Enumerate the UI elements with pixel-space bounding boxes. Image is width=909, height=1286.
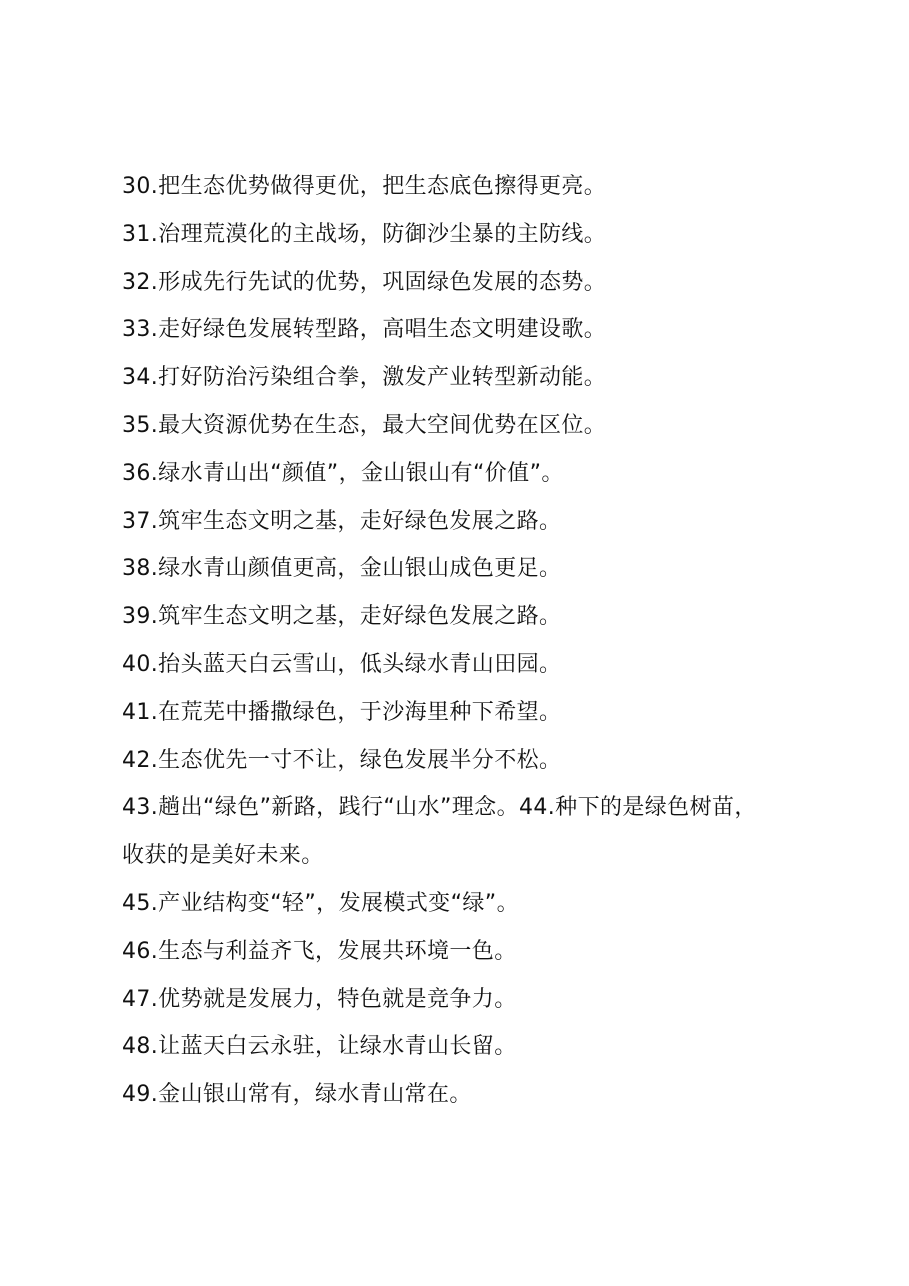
text-line-43-44: 43.趟出“绿色”新路，践行“山水”理念。44.种下的是绿色树苗， [122,795,757,821]
text-line-32: 32.形成先行先试的优势，巩固绿色发展的态势。 [122,269,607,295]
text-line-36: 36.绿水青山出“颜值”，金山银山有“价值”。 [122,460,564,486]
text-line-47: 47.优势就是发展力，特色就是竞争力。 [122,986,517,1012]
text-line-35: 35.最大资源优势在生态，最大空间优势在区位。 [122,412,607,438]
text-line-37: 37.筑牢生态文明之基，走好绿色发展之路。 [122,508,562,534]
text-line-44-continued: 收获的是美好未来。 [122,843,324,869]
text-line-40: 40.抬头蓝天白云雪山，低头绿水青山田园。 [122,651,562,677]
text-line-34: 34.打好防治污染组合拳，激发产业转型新动能。 [122,365,607,391]
text-line-38: 38.绿水青山颜值更高，金山银山成色更足。 [122,556,562,582]
text-line-39: 39.筑牢生态文明之基，走好绿色发展之路。 [122,604,562,630]
text-line-49: 49.金山银山常有，绿水青山常在。 [122,1082,472,1108]
text-line-41: 41.在荒芜中播撒绿色，于沙海里种下希望。 [122,699,562,725]
text-line-48: 48.让蓝天白云永驻，让绿水青山长留。 [122,1034,517,1060]
text-line-45: 45.产业结构变“轻”，发展模式变“绿”。 [122,890,519,916]
text-line-46: 46.生态与利益齐飞，发展共环境一色。 [122,938,517,964]
text-line-42: 42.生态优先一寸不让，绿色发展半分不松。 [122,747,562,773]
text-line-30: 30.把生态优势做得更优，把生态底色擦得更亮。 [122,174,607,199]
document-body [122,163,802,1119]
text-line-31: 31.治理荒漠化的主战场，防御沙尘暴的主防线。 [122,221,607,247]
text-line-33: 33.走好绿色发展转型路，高唱生态文明建设歌。 [122,317,607,343]
